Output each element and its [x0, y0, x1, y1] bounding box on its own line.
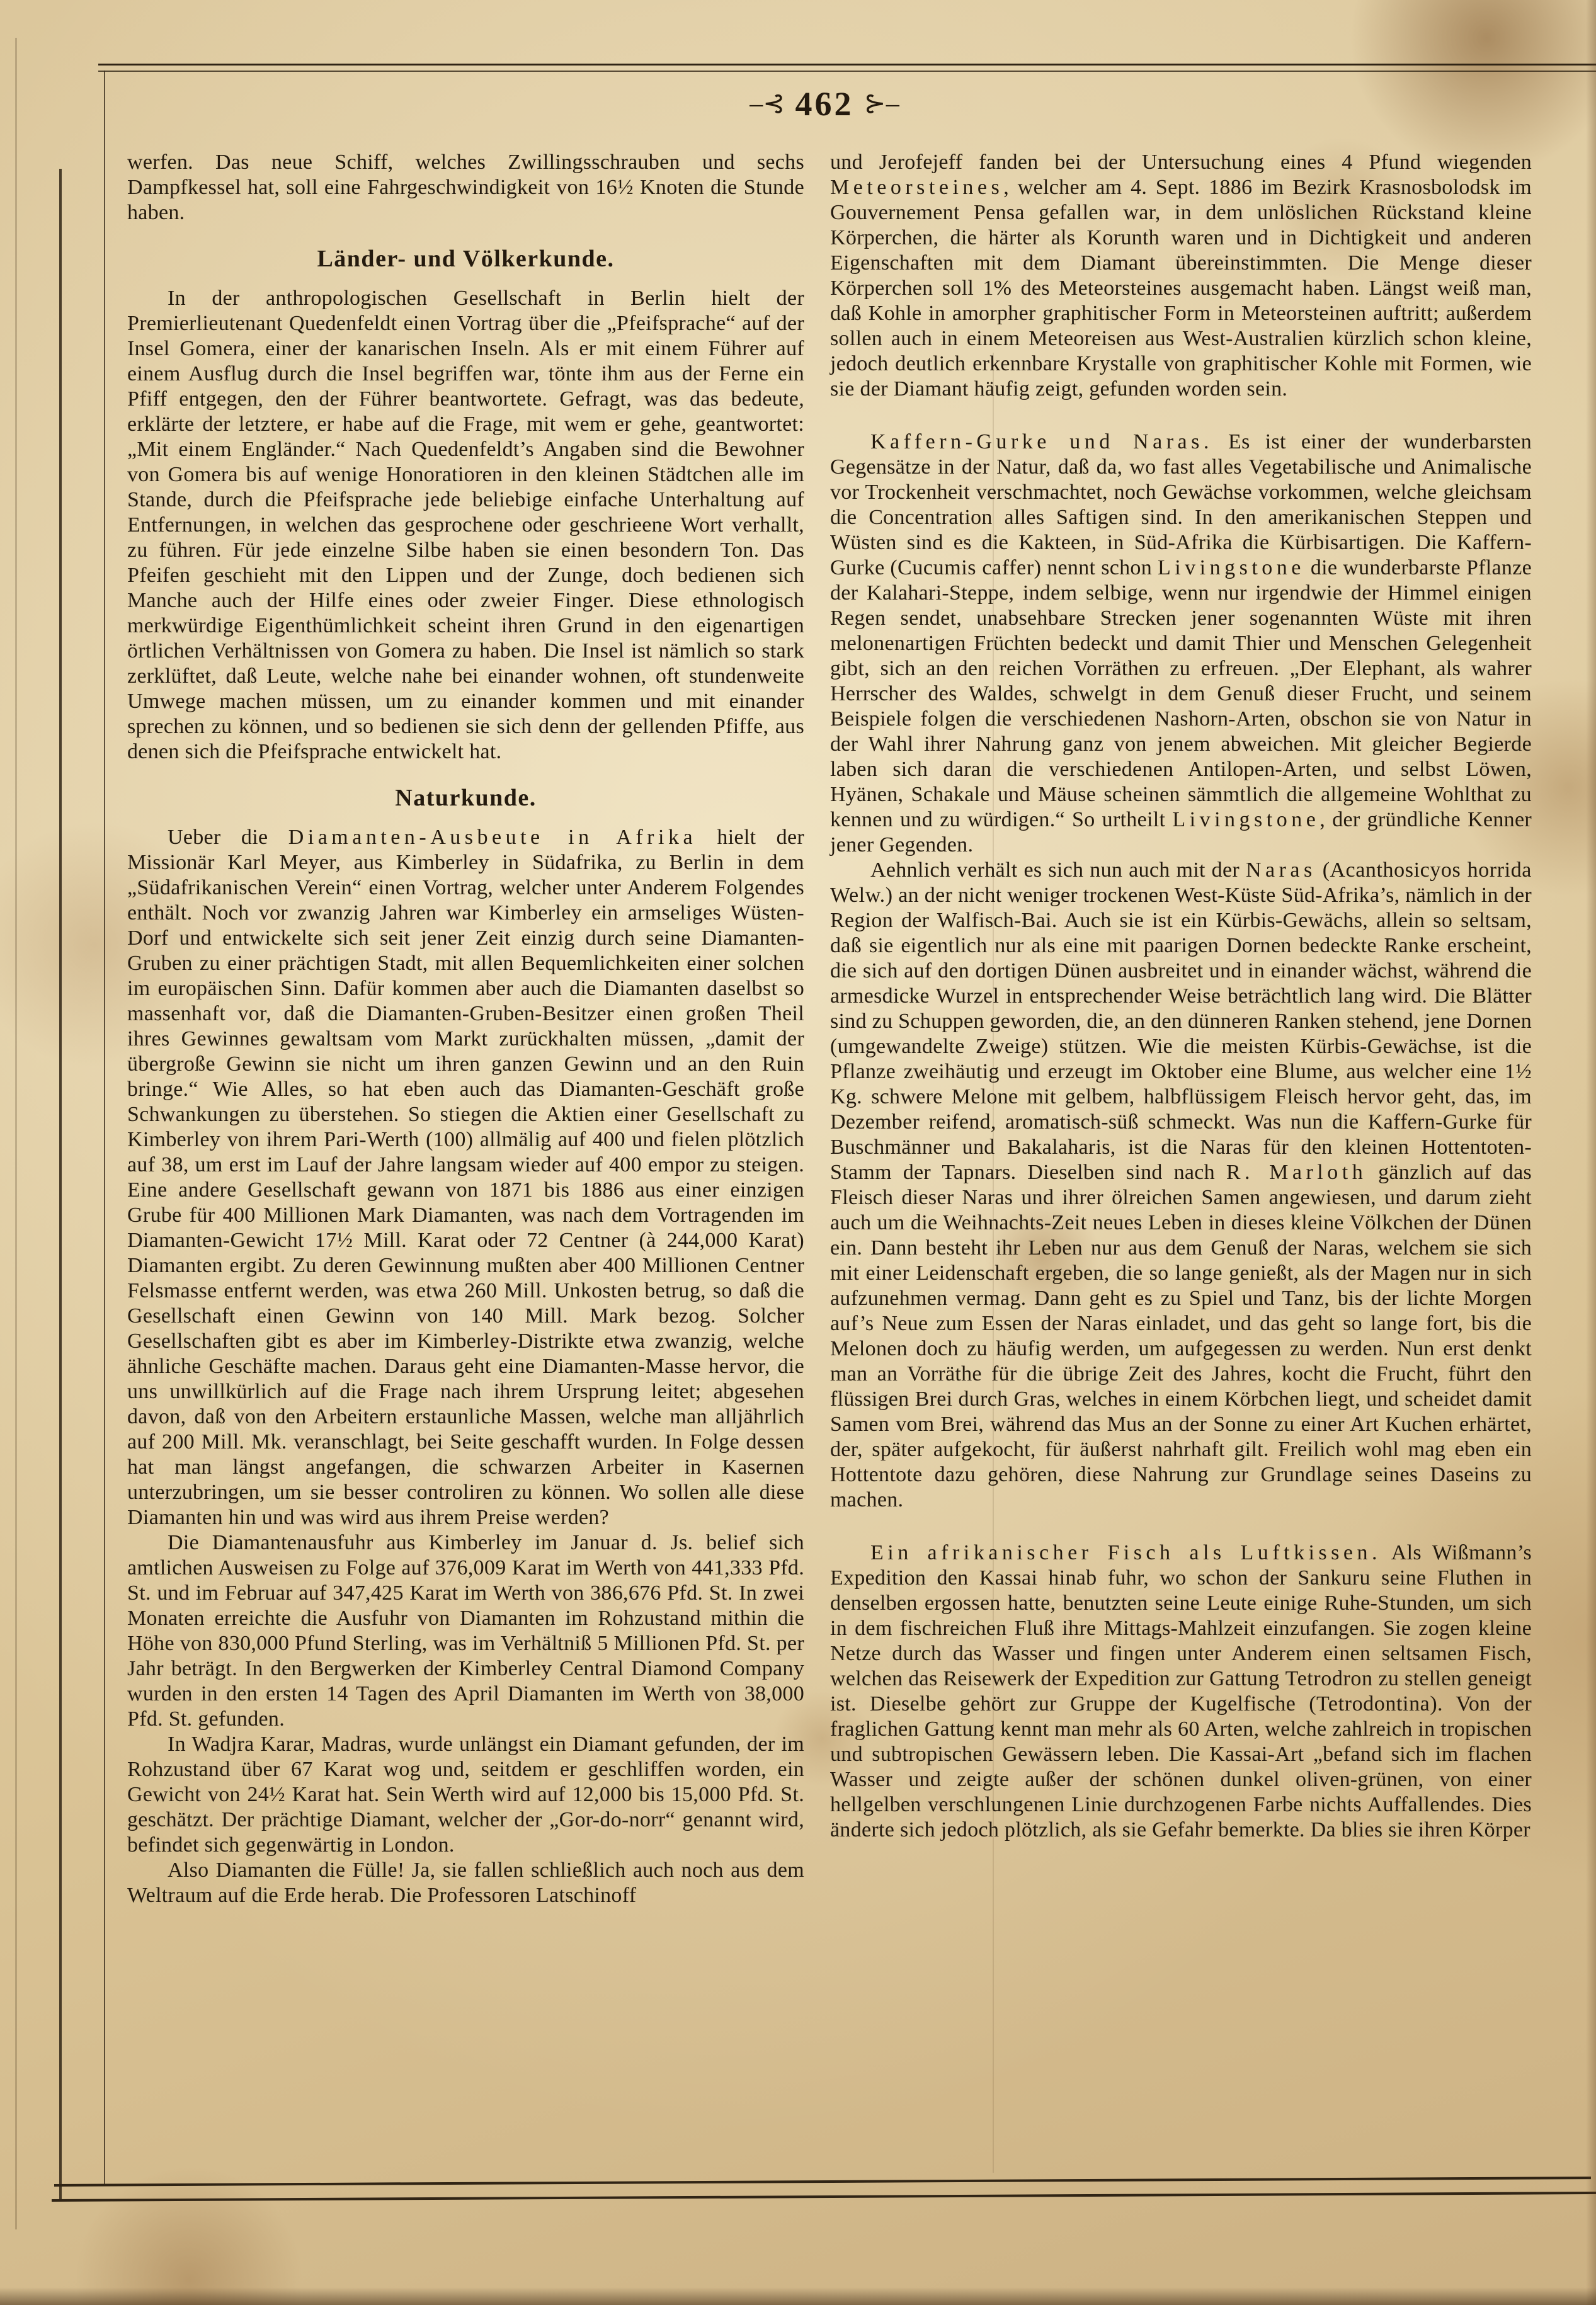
spaced-emphasis: Livingstone: [1172, 808, 1320, 831]
page-border-top-inner: [98, 71, 1596, 72]
latin-name: Cucumis caffer: [898, 556, 1034, 579]
paragraph: [830, 430, 1532, 858]
text-run: zu stellen geneigt ist. Dieselbe gehört zur Gruppe der Kugelfische (: [830, 1667, 1532, 1716]
text-run: Aehnlich verhält es sich nun auch mit der: [870, 858, 1246, 882]
text-run: werfen. Das neue Schiff, welches Zwillingsschrauben und sechs Dampfkessel hat, soll eine Fahrgeschwindigkeit von 16½ Knoten die Stunde haben.: [127, 151, 804, 224]
text-run: , der gründliche Kenner jener Gegenden.: [830, 808, 1532, 857]
text-run: gänzlich auf das Fleisch dieser Naras und ihrer ölreichen Samen angewiesen, und darum zieht auch um die Weihnachts-Zeit neues Leben in dieses kleine Völkchen der Dünen ein. Dann besteht ihr Leben nur aus dem Genuß der Naras, welchem sie sich mit einer Leidenschaft ergeben, die so lange genießt, als der Magen nur in sich aufzunehmen vermag. Dann geht es zu Spiel und Tanz, bis der lichte Morgen auf’s Neue zum Essen der Naras einladet, und das geht so lange fort, bis die Melonen doch zu häufig werden, um aufgegessen zu werden. Nun erst denkt man an Vorräthe für die übrige Zeit des Jahres, kocht die Frucht, führt den flüssigen Brei durch Gras, welches in einem Körbchen liegt, und scheidet damit Samen vom Brei, während das Mus an der Sonne zu einer Art Kuchen erhärtet, der, später aufgekocht, für äußerst nahrhaft gilt. Freilich wohl mag eben ein Hottentote dazu gehören, diese Nahrung zur Grundlage seines Daseins zu machen.: [830, 1161, 1532, 1511]
section-heading: [127, 244, 804, 273]
text-run: Es ist einer der wunderbarsten Gegensätze in der Natur, daß da, wo fast alles Vegetabilische und Animalische vor Trockenheit verschmachtet, noch Gewächse vorkommen, welche gleichsam die Concentration alles Saftigen sind. In den amerikanischen Steppen und Wüsten sind es die Kakteen, in Süd-Afrika die Kürbisartigen. Die Kaffern-Gurke (: [830, 430, 1532, 579]
text-run: Naturkunde.: [395, 785, 537, 811]
paragraph: [830, 150, 1532, 402]
header-fleuron-left-icon: –⊰: [750, 89, 785, 118]
page-border-left-inner: [104, 71, 105, 2185]
text-run: und Jerofejeff fanden bei der Untersuchung eines 4 Pfund wiegenden: [830, 151, 1532, 174]
text-run: Also Diamanten die Fülle! Ja, sie fallen schließlich auch noch aus dem Weltraum auf die Erde herab. Die Professoren Latschinoff: [127, 1858, 804, 1907]
spaced-emphasis: Meteorsteines: [830, 176, 1004, 199]
text-run: (: [1316, 858, 1330, 882]
page-number: 462: [795, 85, 854, 123]
page-border-bottom-inner: [52, 2192, 1596, 2202]
page-border-bottom-outer: [54, 2177, 1591, 2187]
page-header: [26, 84, 1596, 123]
text-run: ) an der nicht weniger trockenen West-Küste Süd-Afrika’s, nämlich in der Region der Walfisch-Bai. Auch sie ist ein Kürbis-Gewächs, allein so seltsam, daß sie eigentlich nur als eine mit paarigen Dornen bedeckte Ranke erscheint, die sich auf den dortigen Dünen ausbreitet und in einander wächst, während die armesdicke Wurzel in entsprechender Weise beträchtlich lang wird. Die Blätter sind zu Schuppen geworden, die, an den dünneren Ranken stehend, jene Dornen (umgewandelte Zweige) stützen. Wie die meisten Kürbis-Gewächse, ist die Pflanze zweihäutig und erzeugt im Oktober eine Blume, aus welcher eine 1½ Kg. schwere Melone mit gelbem, halbflüssigem Fleisch hervor geht, das, im Dezember reifend, aromatisch-süß schmeckt. Was nun die Kaffern-Gurke für Buschmänner und Bakalaharis, ist die Naras für den kleinen Hottentoten-Stamm der Tapnars. Dieselben sind nach: [830, 884, 1532, 1184]
section-heading: [127, 783, 804, 812]
latin-name: Acanthosicyos horrida Welw.: [830, 858, 1532, 907]
paragraph: [830, 858, 1532, 1513]
paragraph: [127, 1530, 804, 1732]
text-run: In der anthropologischen Gesellschaft in Berlin hielt der Premierlieutenant Quedenfeldt einen Vortrag über die „Pfeifsprache“ auf der Insel Gomera, einer der kanarischen Inseln. Als er mit einem Führer auf einem Ausflug durch die Insel begriffen war, tönte ihm aus der Ferne ein Pfiff entgegen, den der Führer beantwortete. Gefragt, was das bedeute, erklärte der letztere, er habe auf die Frage, mit wem er gehe, geantwortet: „Mit einem Engländer.“ Nach Quedenfeldt’s Angaben sind die Bewohner von Gomera bis auf wenige Honoratioren in den kleinen Städtchen alle im Stande, durch die Pfeifsprache jede beliebige einfache Unterhaltung auf Entfernungen, in welchen das gesprochene oder geschrieene Wort verhallt, zu führen. Für jede einzelne Silbe haben sie einen besondern Ton. Das Pfeifen geschieht mit den Lippen und der Zunge, doch bedienen sich Manche auch der Hilfe eines oder zweier Finger. Diese ethnologisch merkwürdige Eigenthümlichkeit scheint ihren Grund in den eigenartigen örtlichen Verhältnissen von Gomera zu haben. Die Insel ist nämlich so stark zerklüftet, daß Leute, welche nahe bei einander wohnen, oft stundenweite Umwege machen müssen, um zu einander kommen und mit einander sprechen zu können, und so bedienen sie sich denn der gellenden Pfiffe, aus denen sich die Pfeifsprache entwickelt hat.: [127, 287, 804, 763]
page-border-left-outer: [59, 169, 62, 2200]
paragraph: [127, 286, 804, 765]
scan-edge-line: [15, 38, 17, 2229]
spaced-emphasis: Naras: [1245, 858, 1316, 882]
text-run: Länder- und Völkerkunde.: [317, 246, 615, 272]
text-run: In Wadjra Karar, Madras, wurde unlängst ein Diamant gefunden, der im Rohzustand über 67 Karat wog und, seitdem er geschliffen worden, ein Gewicht von 24½ Karat hat. Sein Werth wird auf 12,000 bis 15,000 Pfd. St. geschätzt. Der prächtige Diamant, welcher der „Gor-do-norr“ genannt wird, befindet sich gegenwärtig in London.: [127, 1733, 804, 1857]
text-run: die wunderbarste Pflanze der Kalahari-Steppe, indem selbige, wenn nur irgendwie der Himmel einigen Regen sendet, unabsehbare Strecken jener sogenannten Wüste mit ihren melonenartigen Früchten bedeckt und damit Thier und Menschen Gelegenheit gibt, sich an den reichen Vorräthen zu erfreuen. „Der Elephant, als wahrer Herrscher des Waldes, schwelgt in dem Genuß dieser Frucht, und seinem Beispiele folgen die verschiedenen Nashorn-Arten, obschon sie von Natur in der Wahl ihrer Nahrung ganz von jenem abweichen. Mit gleicher Begierde laben sich daran die verschiedenen Antilopen-Arten, und selbst Löwen, Hyänen, Schakale und Mäuse scheinen sämmtlich die allgemeine Wohlthat zu kennen und zu würdigen.“ So urtheilt: [830, 556, 1532, 831]
text-run: Ueber die: [168, 826, 288, 849]
page-edge-right-shadow: [1586, 0, 1596, 2305]
right-column: [830, 150, 1532, 1843]
text-run: Als Wißmann’s Expedition den Kassai hinab fuhr, wo schon der Sankuru seine Fluthen in denselben ergossen hatte, benutzten seine Leute einige Ruhe-Stunden, um sich in dem fischreichen Fluß ihre Mittags-Mahlzeit einzufangen. Sie zogen kleine Netze durch das Wasser und fingen unter Anderem einen seltsamen Fisch, welchen das Reisewerk der Expedition zur Gattung: [830, 1541, 1532, 1690]
left-column: [127, 150, 804, 1908]
text-run: hielt der Missionär Karl Meyer, aus Kimberley in Südafrika, zu Berlin in dem „Südafrikanischen Verein“ einen Vortrag, welcher unter Anderem Folgendes enthält. Noch vor zwanzig Jahren war Kimberley ein armseliges Wüsten-Dorf und entwickelte sich seit jener Zeit einzig durch seine Diamanten-Gruben zu einer prächtigen Stadt, mit allen Bequemlichkeiten einer solchen im europäischen Sinn. Dafür kommen aber auch die Diamanten daselbst so massenhaft vor, daß die Diamanten-Gruben-Besitzer einen großen Theil ihres Gewinnes gewaltsam vom Markt zurückhalten müssen, „damit der übergroße Gewinn sie nicht um ihren ganzen Gewinn und an den Ruin bringe.“ Wie Alles, so hat eben auch das Diamanten-Geschäft große Schwankungen zu überstehen. So stiegen die Aktien einer Gesellschaft zu Kimberley von ihrem Pari-Werth (100) allmälig auf 400 und fielen plötzlich auf 38, um erst im Lauf der Jahre langsam wieder auf 400 empor zu steigen. Eine andere Gesellschaft gewann von 1871 bis 1886 aus einer einzigen Grube für 400 Millionen Mark Diamanten, was nach dem Vortragenden im Diamanten-Gewicht 17½ Mill. Karat oder 72 Centner (à 244,000 Karat) Diamanten ergibt. Zu deren Gewinnung mußten aber 400 Millionen Centner Felsmasse entfernt werden, was etwa 260 Mill. Unkosten betrug, so daß die Gesellschaft einen Gewinn von 140 Mill. Mark bezog. Solcher Gesellschaften gibt es aber im Kimberley-Distrikte etwa zwanzig, welche ähnliche Geschäfte machen. Daraus geht eine Diamanten-Masse hervor, die uns unwillkürlich auf die Frage nach ihrem Ursprung leitet; abgesehen davon, daß von den Arbeitern erstaunliche Massen, welche man alljährlich auf 200 Mill. Mk. veranschlagt, bei Seite geschafft wurden. In Folge dessen hat man längst angefangen, die schwarzen Arbeiter in Kasernen unterzubringen, um sie besser controliren zu können. Wo sollen alle diese Diamanten hin und was wird aus ihrem Preise werden?: [127, 826, 804, 1529]
latin-name: Tetrodron: [1285, 1667, 1373, 1690]
spaced-emphasis: Ein afrikanischer Fisch als Luftkissen.: [870, 1541, 1381, 1564]
spaced-emphasis: Diamanten-Ausbeute in Afrika: [288, 826, 697, 849]
latin-name: Tetrodontina: [1316, 1692, 1430, 1716]
paragraph: [127, 1732, 804, 1858]
header-fleuron-right-icon: ⊱–: [864, 89, 899, 118]
page-edge-bottom-shadow: [0, 2287, 1596, 2305]
text-run: ) nennt schon: [1034, 556, 1158, 579]
paragraph: [830, 1540, 1532, 1843]
paragraph: [127, 1858, 804, 1908]
spaced-emphasis: R. Marloth: [1226, 1161, 1367, 1184]
spaced-emphasis: Livingstone: [1157, 556, 1305, 579]
paragraph: [127, 150, 804, 225]
paragraph: [127, 825, 804, 1530]
text-run: ). Von der fraglichen Gattung kennt man mehr als 60 Arten, welche zahlreich in tropischen und subtropischen Gewässern leben. Die Kassai-Art „befand sich im flachen Wasser und zeigte außer der schönen dunkel oliven-grünen, von einer hellgelben verschlungenen Linie durchzogenen Farbe nichts Auffallendes. Dies änderte sich jedoch plötzlich, als sie Gefahr bemerkte. Da blies sie ihren Körper: [830, 1692, 1532, 1841]
text-run: Die Diamantenausfuhr aus Kimberley im Januar d. Js. belief sich amtlichen Ausweisen zu Folge auf 376,009 Karat im Werth von 441,333 Pfd. St. und im Februar auf 347,425 Karat im Werth von 386,676 Pfd. St. In zwei Monaten erreichte die Ausfuhr von Diamanten im Rohzustand mithin die Höhe von 830,000 Pfund Sterling, was im Verhältniß 5 Millionen Pfd. St. per Jahr beträgt. In den Bergwerken der Kimberley Central Diamond Company wurden in den ersten 14 Tagen des April Diamanten im Werth von 38,000 Pfd. St. gefunden.: [127, 1531, 804, 1731]
page-border-top-outer: [98, 64, 1596, 65]
text-run: , welcher am 4. Sept. 1886 im Bezirk Krasnosbolodsk im Gouvernement Pensa gefallen war, in dem unlöslichen Rückstand kleine Körperchen, die härter als Korunth waren und in Dichtigkeit und anderen Eigenschaften mit dem Diamant übereinstimmten. Die Menge dieser Körperchen soll 1% des Meteorsteines ausgemacht haben. Längst weiß man, daß Kohle in amorpher graphitischer Form in Meteorsteinen auftritt; außerdem sollen auch in einem Meteoreisen aus West-Australien kürzlich schon kleine, jedoch deutlich erkennbare Krystalle von graphitischer Kohle mit Formen, wie sie der Diamant häufig zeigt, gefunden worden sein.: [830, 176, 1532, 401]
spaced-emphasis: Kaffern-Gurke und Naras.: [870, 430, 1213, 453]
